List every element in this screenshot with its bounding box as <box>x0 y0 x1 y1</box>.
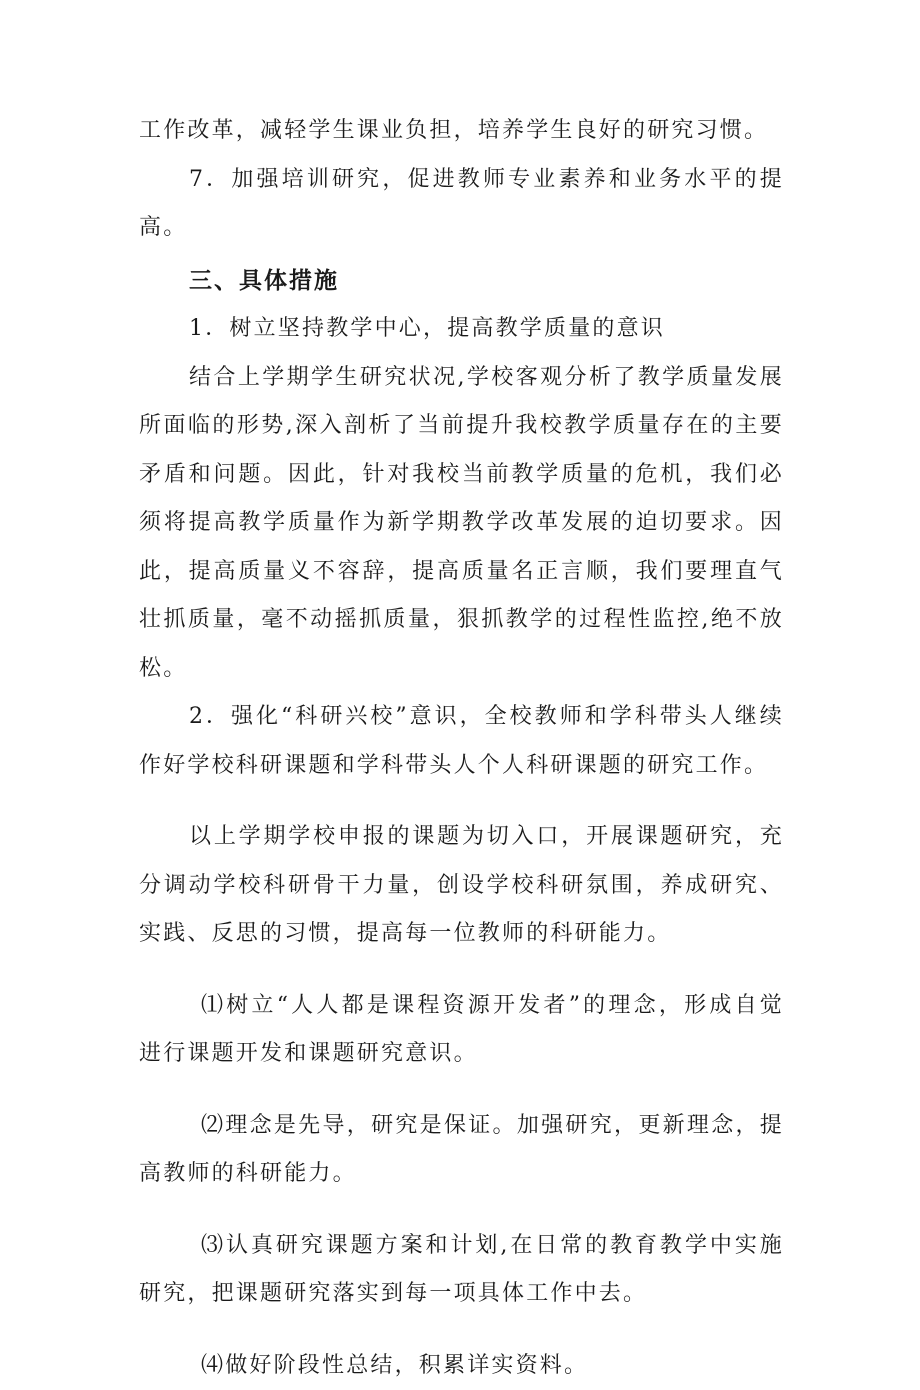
paragraph-sub-1: ⑴树立“人人都是课程资源开发者”的理念，形成自觉进行课题开发和课题研究意识。 <box>139 982 784 1079</box>
paragraph-item-2: 2．强化“科研兴校”意识，全校教师和学科带头人继续作好学校科研课题和学科带头人个人科研课题的研究工作。 <box>139 693 784 790</box>
paragraph-continued: 工作改革，减轻学生课业负担，培养学生良好的研究习惯。 <box>139 107 784 156</box>
paragraph-item-1: 1．树立坚持教学中心，提高教学质量的意识 <box>139 305 784 354</box>
document-body <box>139 107 784 1390</box>
paragraph-sub-2: ⑵理念是先导，研究是保证。加强研究，更新理念，提高教师的科研能力。 <box>139 1102 784 1199</box>
paragraph-research-topic: 以上学期学校申报的课题为切入口，开展课题研究，充分调动学校科研骨干力量，创设学校科研氛围，养成研究、实践、反思的习惯，提高每一位教师的科研能力。 <box>139 813 784 959</box>
section-heading-measures: 三、具体措施 <box>139 257 784 306</box>
paragraph-quality-analysis: 结合上学期学生研究状况,学校客观分析了教学质量发展所面临的形势,深入剖析了当前提升我校教学质量存在的主要矛盾和问题。因此，针对我校当前教学质量的危机，我们必须将提高教学质量作为新学期教学改革发展的迫切要求。因此，提高质量义不容辞，提高质量名正言顺，我们要理直气壮抓质量，毫不动摇抓质量，狠抓教学的过程性监控,绝不放松。 <box>139 354 784 694</box>
paragraph-item-7: 7．加强培训研究，促进教师专业素养和业务水平的提高。 <box>139 156 784 253</box>
paragraph-sub-4: ⑷做好阶段性总结，积累详实资料。 <box>139 1342 784 1390</box>
paragraph-sub-3: ⑶认真研究课题方案和计划,在日常的教育教学中实施研究，把课题研究落实到每一项具体工作中去。 <box>139 1222 784 1319</box>
